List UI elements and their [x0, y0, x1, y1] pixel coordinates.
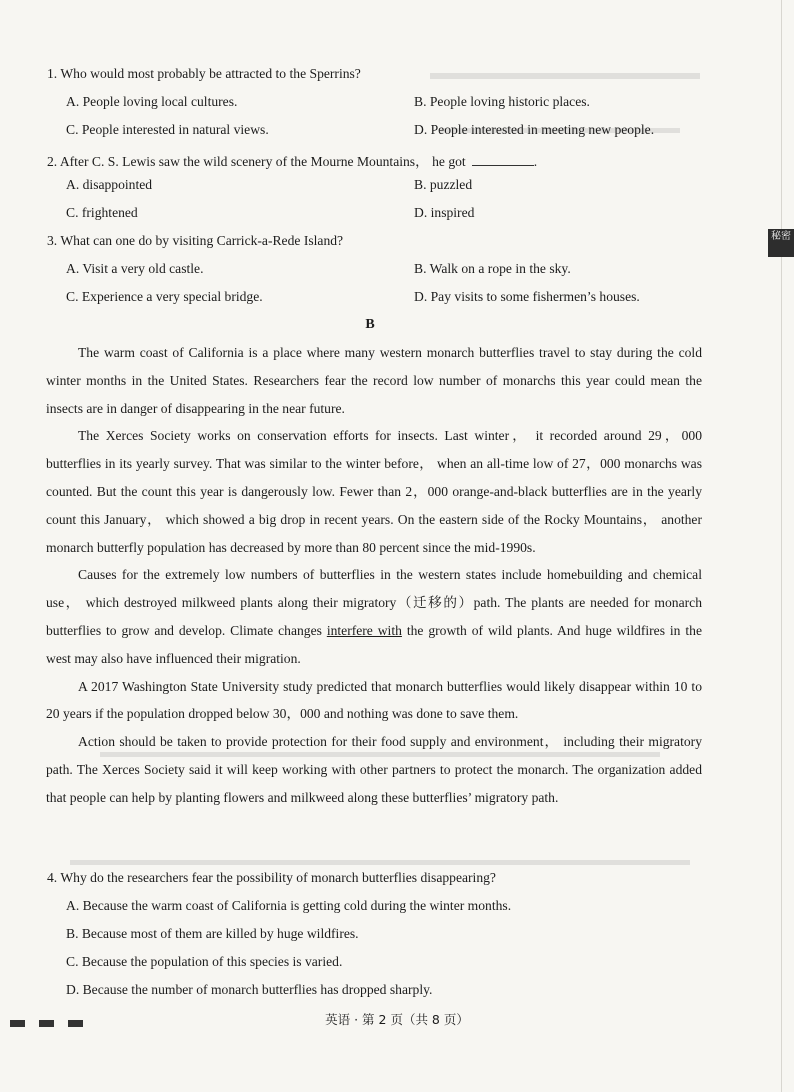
question-3-stem: 3. What can one do by visiting Carrick-a-Rede Island? [47, 233, 344, 248]
question-1-option-a: A. People loving local cultures. [66, 94, 238, 109]
question-4-option-b: B. Because most of them are killed by huge wildfires. [66, 926, 359, 941]
side-tab: 秘密 [768, 229, 794, 257]
answer-blank [472, 153, 534, 166]
underlined-phrase: interfere with [326, 622, 402, 638]
question-2-option-a: A. disappointed [66, 177, 153, 192]
passage-paragraph-3 [46, 561, 702, 672]
question-2-stem-text: 2. After C. S. Lewis saw the wild scenery of the Mourne Mountains， he got [47, 154, 466, 169]
question-4-option-c: C. Because the population of this species is varied. [66, 954, 343, 969]
scan-edge-line [781, 0, 782, 1092]
question-2-option-c: C. frightened [66, 205, 138, 220]
question-3-option-c: C. Experience a very special bridge. [66, 289, 263, 304]
section-b-title: B [365, 317, 375, 332]
passage-paragraph-5: Action should be taken to provide protection for their food supply and environment， including their migratory path. The Xerces Society said it will keep working with other partners to protect the monarch. The organization added that people can help by planting flowers and milkweed along these butterflies’ migratory path. [46, 734, 702, 805]
passage-paragraph-4: A 2017 Washington State University study predicted that monarch butterflies would likely disappear within 10 to 20 years if the population dropped below 30，000 and nothing was done to save them. [46, 678, 702, 722]
question-2-stem [47, 150, 537, 170]
passage-b [46, 339, 702, 812]
question-4-stem: 4. Why do the researchers fear the possibility of monarch butterflies disappearing? [47, 870, 496, 885]
question-3-option-b: B. Walk on a rope in the sky. [414, 261, 571, 276]
question-2-option-d: D. inspired [414, 205, 475, 220]
question-1-option-c: C. People interested in natural views. [66, 122, 269, 137]
question-3-option-d: D. Pay visits to some fishermen’s houses. [414, 289, 640, 304]
paragraph-3-text: Causes for the extremely low numbers of butterflies in the western states include homebuilding and chemical use， which destroyed milkweed plants along their migratory（迁移的）path. The plants are needed for monarch butterflies to grow and develop. Climate changes [46, 567, 702, 638]
page-footer: 英语 · 第 2 页（共 8 页） [325, 1012, 469, 1027]
question-1-option-b: B. People loving historic places. [414, 94, 590, 109]
question-4-option-a: A. Because the warm coast of California is getting cold during the winter months. [66, 898, 512, 913]
question-2-stem-end: . [533, 154, 538, 169]
bleed-through-mark [430, 73, 700, 89]
question-2-option-b: B. puzzled [414, 177, 473, 192]
passage-paragraph-2: The Xerces Society works on conservation efforts for insects. Last winter， it recorded around 29，000 butterflies in its yearly survey. That was similar to the winter before， when an all-time low of 27，000 monarchs was counted. But the count this year is dangerously low. Fewer than 2，000 orange-and-black butterflies are in the yearly count this January， which showed a big drop in recent years. On the eastern side of the Rocky Mountains， another monarch butterfly population has decreased by more than 80 percent since the mid-1990s. [46, 428, 702, 555]
paragraph-3-text-end: the growth of wild plants. And huge wildfires in the west may also have influenced their migration. [46, 622, 702, 666]
question-3-option-a: A. Visit a very old castle. [66, 261, 204, 276]
question-1-stem: 1. Who would most probably be attracted to the Sperrins? [47, 66, 361, 81]
question-4-option-d: D. Because the number of monarch butterflies has dropped sharply. [66, 982, 433, 997]
passage-paragraph-1: The warm coast of California is a place where many western monarch butterflies travel to stay during the cold winter months in the United States. Researchers fear the record low number of monarchs this year could mean the insects are in danger of disappearing in the near future. [46, 345, 702, 416]
question-1-option-d: D. People interested in meeting new people. [414, 122, 655, 137]
